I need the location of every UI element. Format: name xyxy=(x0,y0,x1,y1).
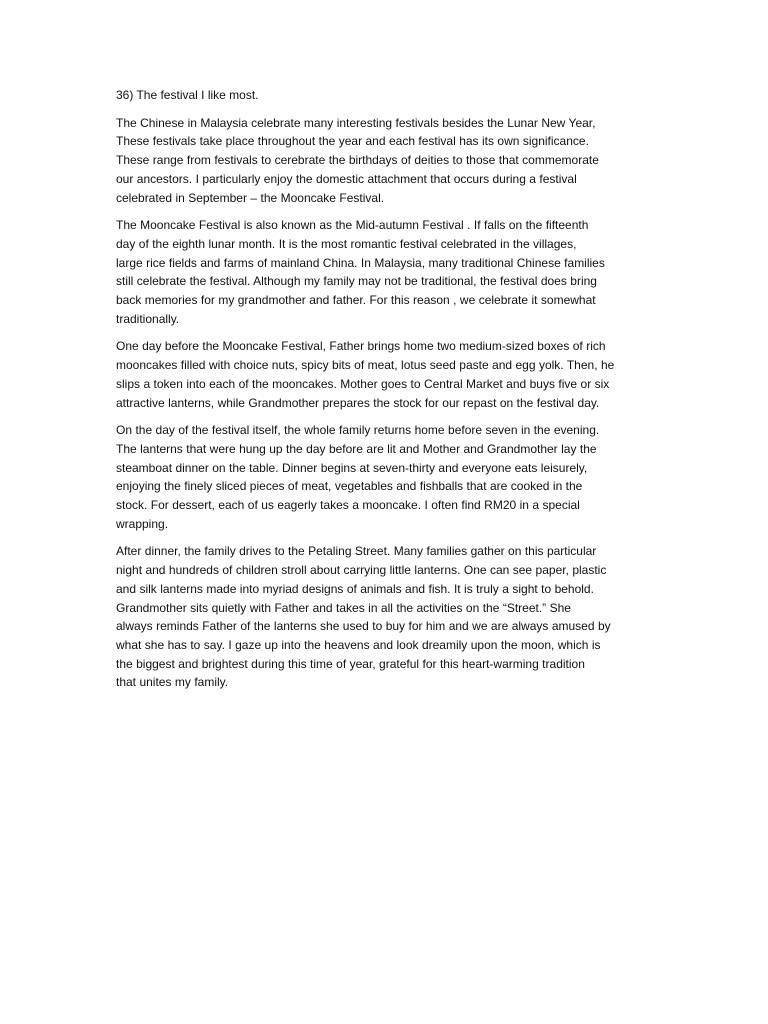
paragraph-5 xyxy=(116,542,656,692)
text-line: large rice fields and farms of mainland China. In Malaysia, many traditional Chinese families xyxy=(116,255,605,270)
text-line: attractive lanterns, while Grandmother prepares the stock for our repast on the festival day. xyxy=(116,395,600,410)
text-line: traditionally. xyxy=(116,311,180,326)
text-line: On the day of the festival itself, the whole family returns home before seven in the evening. xyxy=(116,423,600,438)
text-line: night and hundreds of children stroll about carrying little lanterns. One can see paper, plastic xyxy=(116,563,607,578)
text-line: still celebrate the festival. Although my family may not be traditional, the festival does bring xyxy=(116,274,597,289)
paragraph-4 xyxy=(116,421,656,533)
paragraph-1 xyxy=(116,114,656,208)
text-line: These festivals take place throughout the year and each festival has its own significance. xyxy=(116,134,589,149)
essay-title: 36) The festival I like most. xyxy=(116,88,259,102)
text-line: and silk lanterns made into myriad designs of animals and fish. It is truly a sight to behold. xyxy=(116,581,594,596)
text-line: that unites my family. xyxy=(116,675,229,690)
text-line: The Chinese in Malaysia celebrate many interesting festivals besides the Lunar New Year, xyxy=(116,115,596,130)
text-line: what she has to say. I gaze up into the heavens and look dreamily upon the moon, which is xyxy=(116,637,601,652)
text-line: our ancestors. I particularly enjoy the domestic attachment that occurs during a festival xyxy=(116,171,577,186)
text-line: stock. For dessert, each of us eagerly takes a mooncake. I often find RM20 in a special xyxy=(116,498,580,513)
paragraph-3 xyxy=(116,337,656,412)
text-line: the biggest and brightest during this time of year, grateful for this heart-warming tradition xyxy=(116,656,585,671)
text-line: wrapping. xyxy=(116,516,169,531)
document-body xyxy=(116,86,656,701)
text-line: enjoying the finely sliced pieces of meat, vegetables and fishballs that are cooked in the xyxy=(116,479,583,494)
text-line: mooncakes filled with choice nuts, spicy bits of meat, lotus seed paste and egg yolk. Then, he xyxy=(116,358,615,373)
text-line: The lanterns that were hung up the day before are lit and Mother and Grandmother lay the xyxy=(116,441,597,456)
text-line: always reminds Father of the lanterns she used to buy for him and we are always amused by xyxy=(116,619,611,634)
text-line: slips a token into each of the mooncakes. Mother goes to Central Market and buys five or six xyxy=(116,376,610,391)
text-line: The Mooncake Festival is also known as the Mid-autumn Festival . If falls on the fifteenth xyxy=(116,218,589,233)
text-line: These range from festivals to cerebrate the birthdays of deities to those that commemorate xyxy=(116,153,599,168)
text-line: After dinner, the family drives to the Petaling Street. Many families gather on this particular xyxy=(116,544,597,559)
text-line: day of the eighth lunar month. It is the most romantic festival celebrated in the villages, xyxy=(116,236,577,251)
text-line: Grandmother sits quietly with Father and takes in all the activities on the “Street.” She xyxy=(116,600,571,615)
text-line: back memories for my grandmother and father. For this reason , we celebrate it somewhat xyxy=(116,293,596,308)
paragraph-2 xyxy=(116,216,656,328)
text-line: steamboat dinner on the table. Dinner begins at seven-thirty and everyone eats leisurely, xyxy=(116,460,588,475)
text-line: celebrated in September – the Mooncake Festival. xyxy=(116,190,385,205)
text-line: One day before the Mooncake Festival, Father brings home two medium-sized boxes of rich xyxy=(116,339,606,354)
